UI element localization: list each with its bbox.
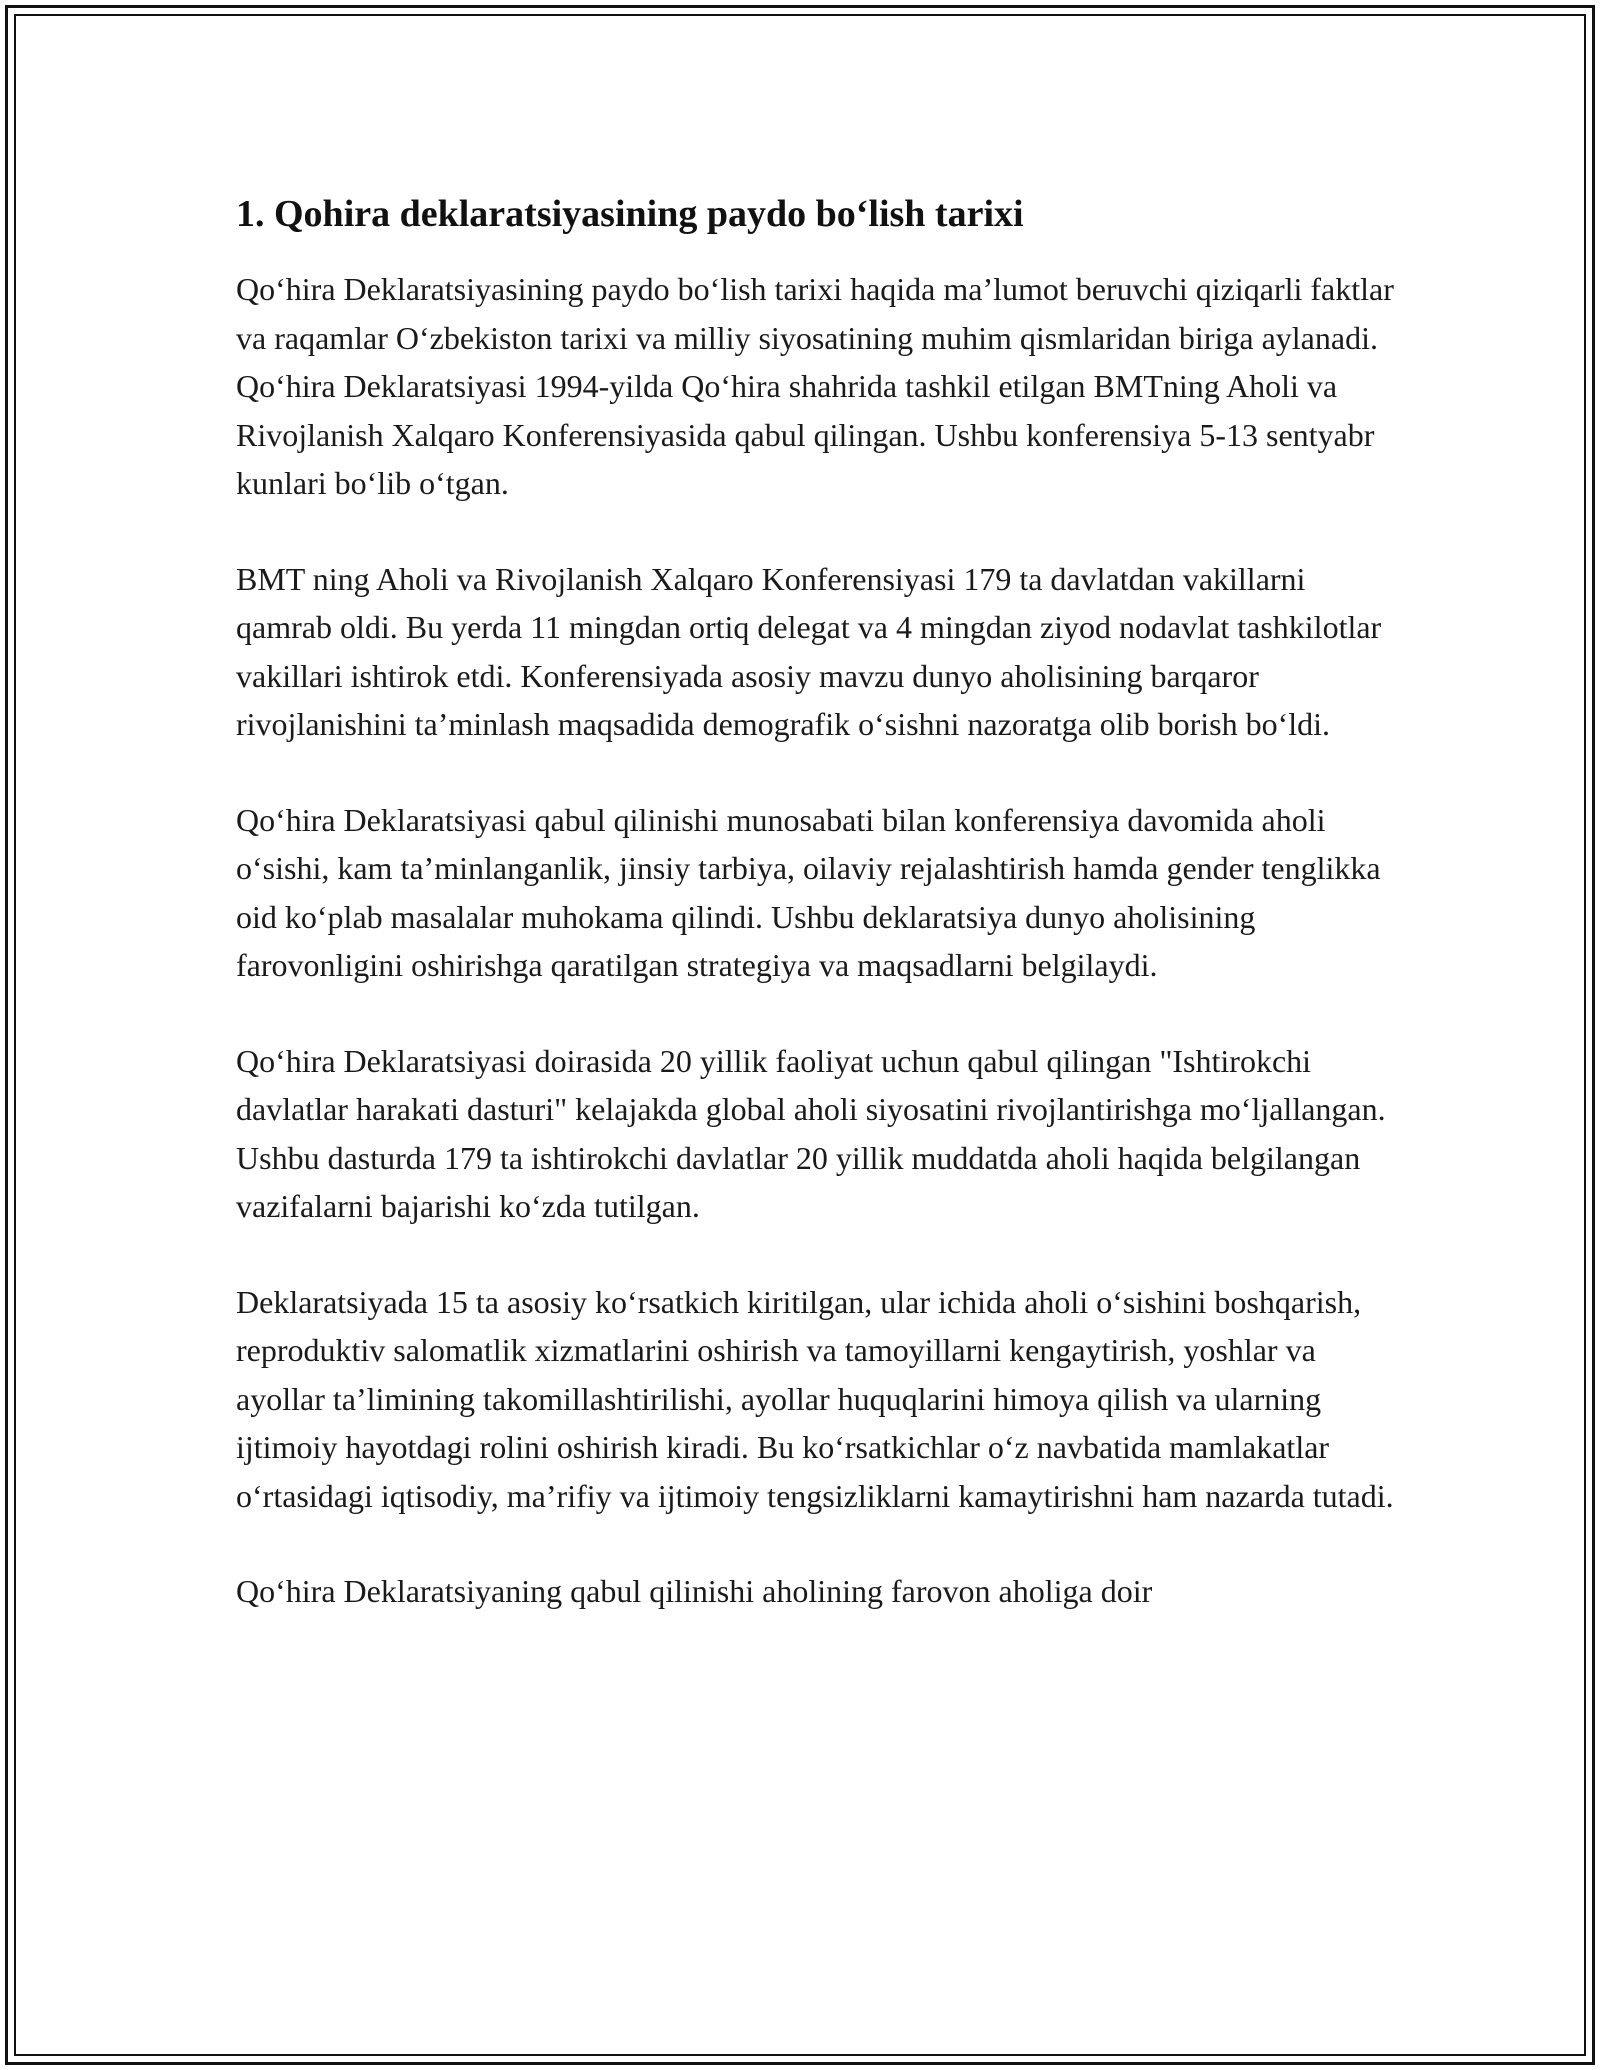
paragraph-6: Qo‘hira Deklaratsiyaning qabul qilinishi aholining farovon aholiga doir (236, 1573, 1153, 1609)
paragraph-2: BMT ning Aholi va Rivojlanish Xalqaro Konferensiyasi 179 ta davlatdan vakillarni qamrab oldi. Bu yerda 11 mingdan ortiq delegat va 4 mingdan ziyod nodavlat tashkilotlar vakillari ishtirok etdi. Konferensiyada asosiy mavzu dunyo aholisining barqaror rivojlanishini ta’minlash maqsadida demografik o‘sishni nazoratga olib borish bo‘ldi. (236, 560, 1382, 742)
document-body (236, 185, 1396, 1663)
paragraph-4: Qo‘hira Deklaratsiyasi doirasida 20 yillik faoliyat uchun qabul qilingan "Ishtirokchi davlatlar harakati dasturi" kelajakda global aholi siyosatini rivojlantirishga mo‘ljallangan. Ushbu dasturda 179 ta ishtirokchi davlatlar 20 yillik muddatda aholi haqida belgilangan vazifalarni bajarishi ko‘zda tutilgan. (236, 1042, 1386, 1224)
paragraph-5: Deklaratsiyada 15 ta asosiy ko‘rsatkich kiritilgan, ular ichida aholi o‘sishini boshqarish, reproduktiv salomatlik xizmatlarini oshirish va tamoyillarni kengaytirish, yoshlar va ayollar ta’limining takomillashtirilishi, ayollar huquqlarini himoya qilish va ularning ijtimoiy hayotdagi rolini oshirish kiradi. Bu ko‘rsatkichlar o‘z navbatida mamlakatlar o‘rtasidagi iqtisodiy, ma’rifiy va ijtimoiy tengsizliklarni kamaytirishni ham nazarda tutadi. (236, 1283, 1394, 1514)
section-heading: 1. Qohira deklaratsiyasining paydo bo‘lish tarixi (236, 193, 1024, 235)
paragraph-3: Qo‘hira Deklaratsiyasi qabul qilinishi munosabati bilan konferensiya davomida aholi o‘sishi, kam ta’minlanganlik, jinsiy tarbiya, oilaviy rejalashtirish hamda gender tenglikka oid ko‘plab masalalar muhokama qilindi. Ushbu deklaratsiya dunyo aholisining farovonligini oshirishga qaratilgan strategiya va maqsadlarni belgilaydi. (236, 801, 1381, 983)
paragraph-1: Qo‘hira Deklaratsiyasining paydo bo‘lish tarixi haqida ma’lumot beruvchi qiziqarli faktlar va raqamlar O‘zbekiston tarixi va milliy siyosatining muhim qismlaridan biriga aylanadi. Qo‘hira Deklaratsiyasi 1994-yilda Qo‘hira shahrida tashkil etilgan BMTning Aholi va Rivojlanish Xalqaro Konferensiyasida qabul qilingan. Ushbu konferensiya 5-13 sentyabr kunlari bo‘lib o‘tgan. (236, 271, 1394, 501)
